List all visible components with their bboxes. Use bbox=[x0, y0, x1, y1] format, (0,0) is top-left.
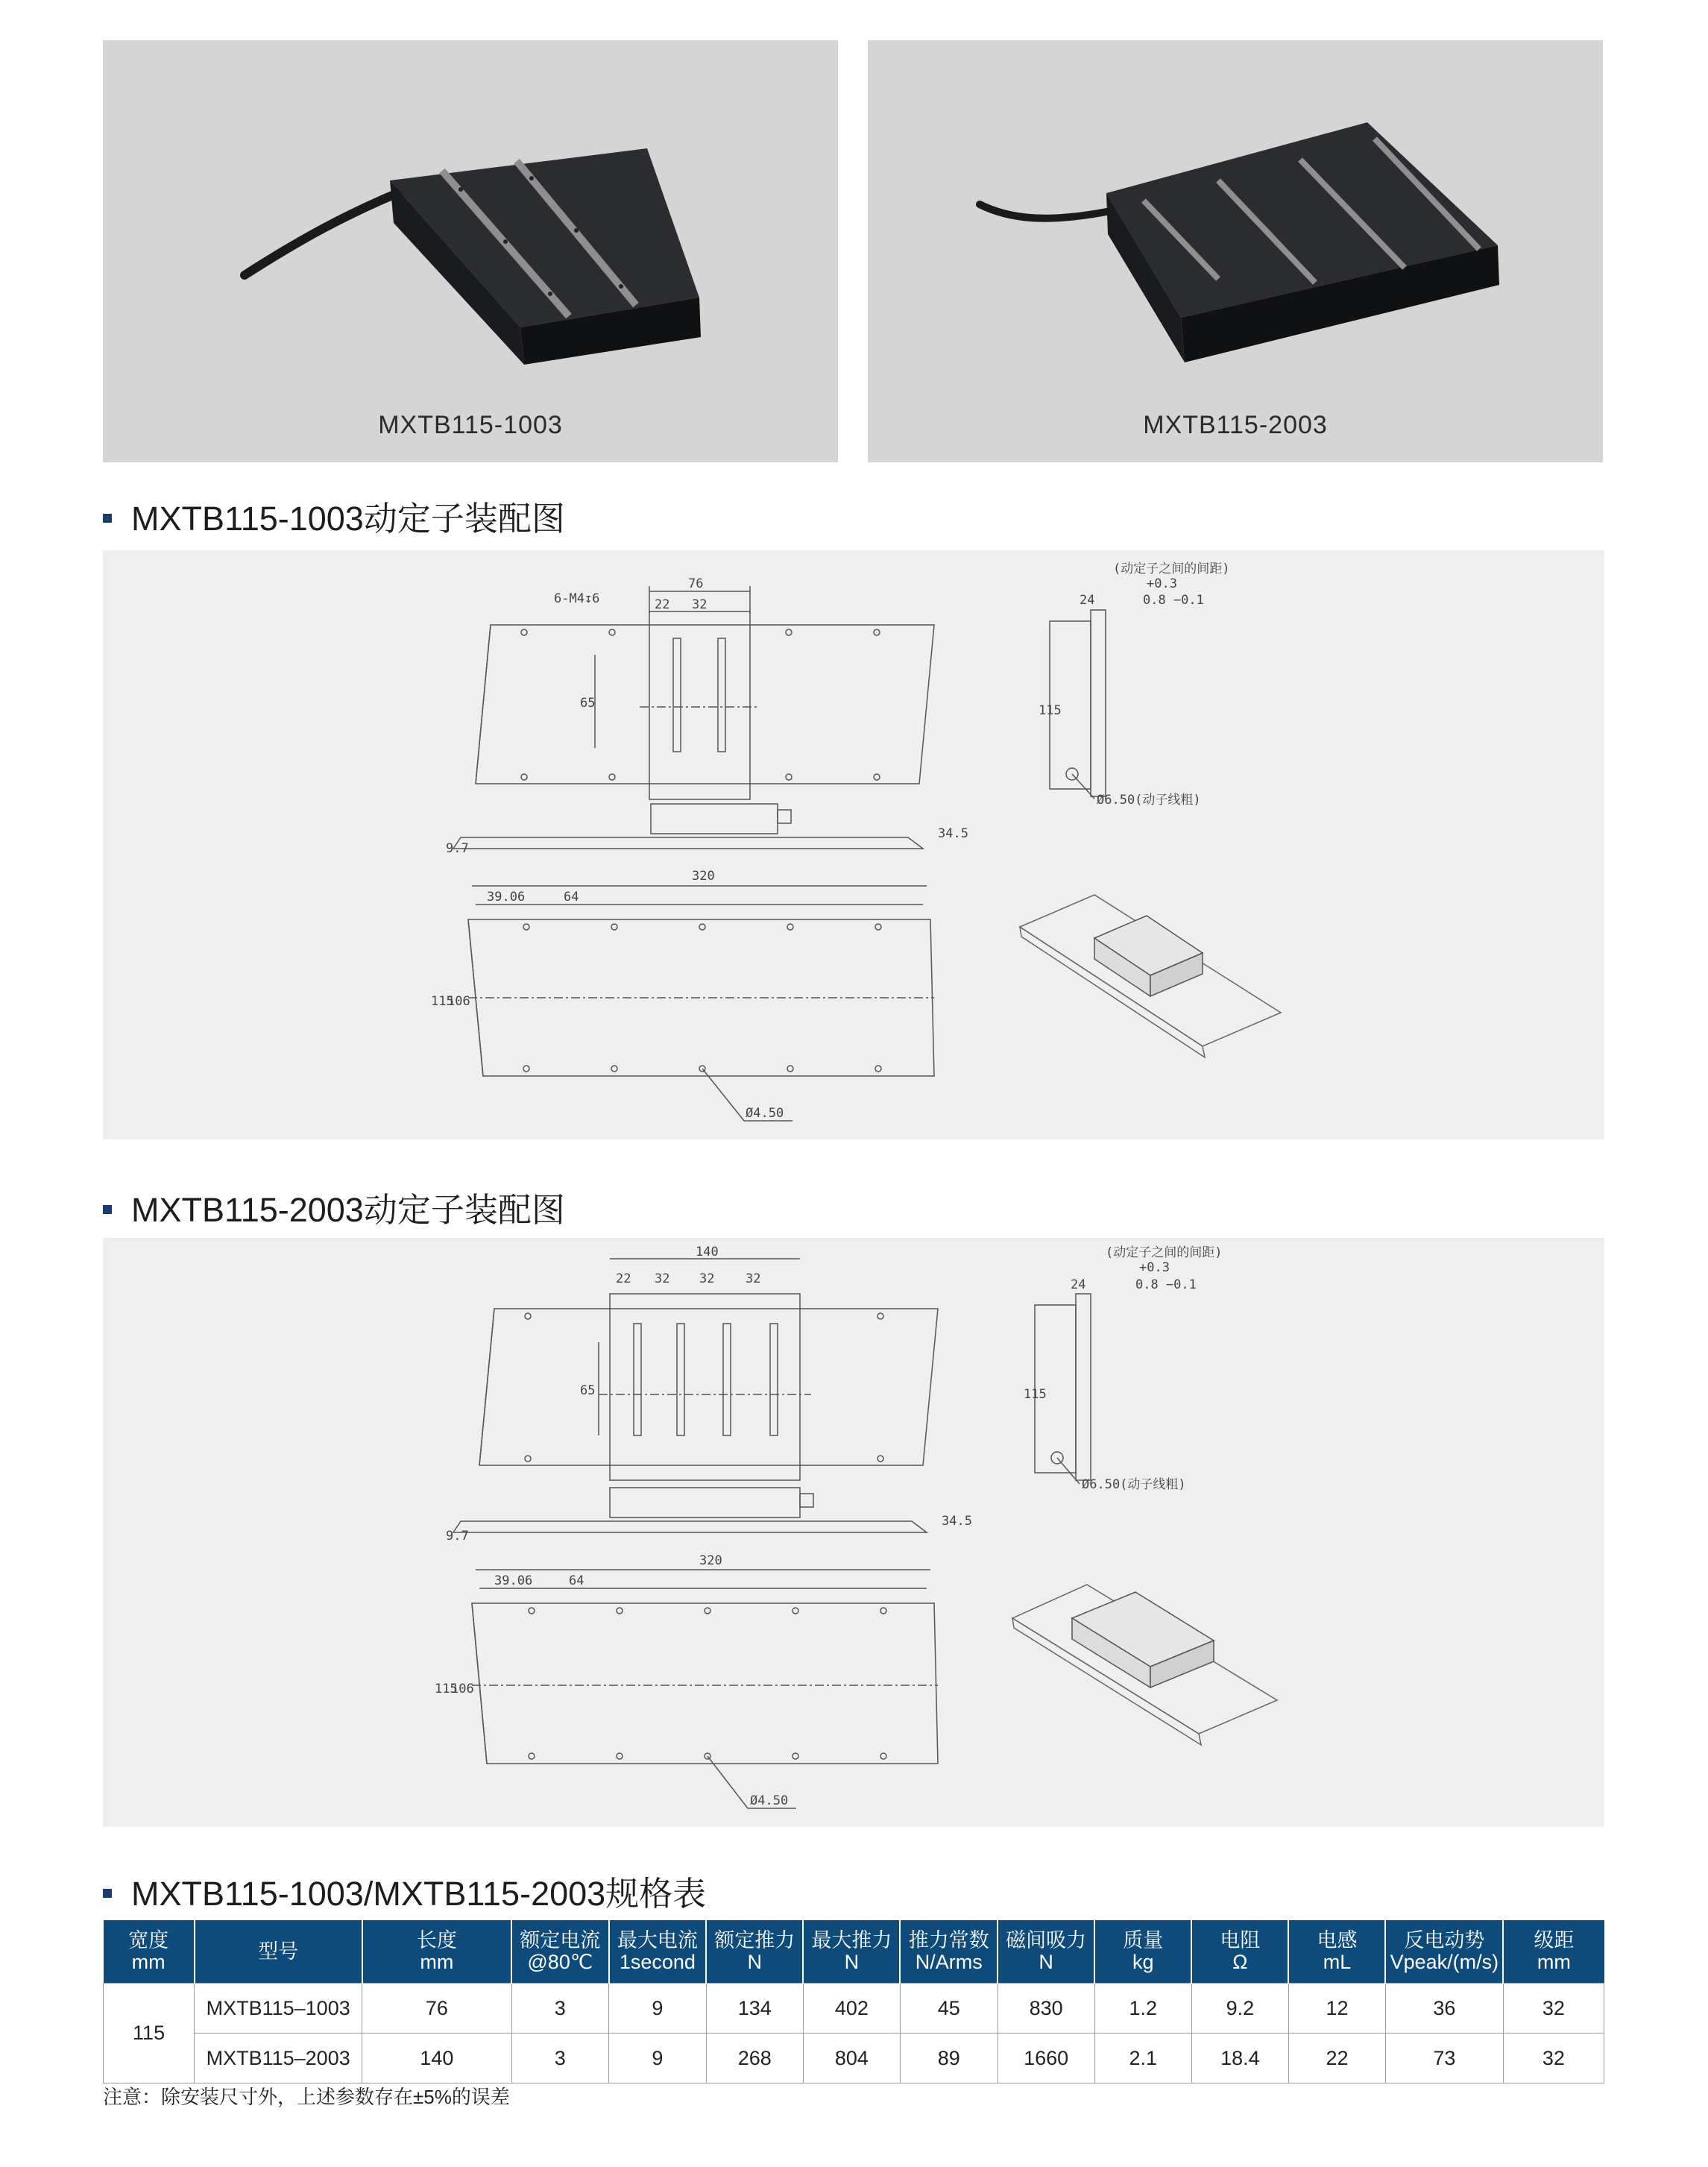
table-cell: 140 bbox=[362, 2034, 511, 2083]
section-heading-spec bbox=[103, 1872, 706, 1916]
motor-2003-illustration bbox=[868, 40, 1603, 462]
dim-39-06: 39.06 bbox=[494, 1573, 533, 1588]
table-cell: 9 bbox=[609, 1984, 707, 2034]
spec-table bbox=[103, 1920, 1604, 2083]
tolerance-note: 注意：除安装尺寸外，上述参数存在±5%的误差 bbox=[103, 2086, 510, 2108]
header-mass: 质量 kg bbox=[1094, 1920, 1191, 1984]
table-cell: 12 bbox=[1288, 1984, 1385, 2034]
assembly-drawing-1003 bbox=[103, 550, 1604, 1139]
table-cell: 89 bbox=[900, 2034, 998, 2083]
header-length: 长度 mm bbox=[362, 1920, 511, 1984]
hole-diameter: Ø4.50 bbox=[746, 1106, 784, 1121]
table-cell: 32 bbox=[1503, 1984, 1604, 2034]
dim-64: 64 bbox=[564, 890, 579, 905]
table-cell: 73 bbox=[1385, 2034, 1503, 2083]
dim-65: 65 bbox=[580, 1383, 596, 1398]
width-cell: 115 bbox=[104, 1984, 195, 2083]
table-cell: 134 bbox=[706, 1984, 803, 2034]
dim-64: 64 bbox=[569, 1573, 584, 1588]
assembly-drawing-2003 bbox=[103, 1238, 1604, 1827]
header-width: 宽度 mm bbox=[104, 1920, 195, 1984]
table-cell: 1660 bbox=[998, 2034, 1094, 2083]
tolerance-plus: +0.3 bbox=[1147, 576, 1177, 591]
motor-1003-illustration bbox=[103, 40, 838, 462]
table-cell: 804 bbox=[803, 2034, 900, 2083]
photo-caption: MXTB115-2003 bbox=[1143, 411, 1328, 439]
bullet-square-icon bbox=[103, 514, 112, 523]
dim-39-06: 39.06 bbox=[487, 890, 526, 905]
header-attraction-force: 磁间吸力 N bbox=[998, 1920, 1094, 1984]
product-photo-2003 bbox=[868, 40, 1603, 462]
gap-value: 0.8 −0.1 bbox=[1143, 593, 1204, 608]
table-row bbox=[104, 1984, 1604, 2034]
table-cell: 18.4 bbox=[1191, 2034, 1288, 2083]
dim-65: 65 bbox=[580, 696, 596, 711]
table-cell: MXTB115–1003 bbox=[195, 1984, 362, 2034]
technical-drawing-1003 bbox=[103, 550, 1604, 1139]
table-cell: 3 bbox=[511, 1984, 609, 2034]
header-max-force: 最大推力 N bbox=[803, 1920, 900, 1984]
dim-32: 32 bbox=[692, 597, 708, 612]
dim-320: 320 bbox=[699, 1553, 722, 1568]
section-title: MXTB115-1003动定子装配图 bbox=[131, 500, 565, 538]
dim-140: 140 bbox=[696, 1245, 719, 1259]
table-cell: 22 bbox=[1288, 2034, 1385, 2083]
table-cell: 830 bbox=[998, 1984, 1094, 2034]
dim-32: 32 bbox=[699, 1271, 715, 1286]
dim-32: 32 bbox=[746, 1271, 761, 1286]
header-max-current: 最大电流 1second bbox=[609, 1920, 707, 1984]
section-title: MXTB115-1003/MXTB115-2003规格表 bbox=[131, 1875, 707, 1913]
product-photo-1003 bbox=[103, 40, 838, 462]
table-cell: 3 bbox=[511, 2034, 609, 2083]
table-cell: 9.2 bbox=[1191, 1984, 1288, 2034]
table-cell: 1.2 bbox=[1094, 1984, 1191, 2034]
dim-32: 32 bbox=[655, 1271, 670, 1286]
technical-drawing-2003 bbox=[103, 1238, 1604, 1827]
dim-24: 24 bbox=[1080, 593, 1095, 608]
dim-24: 24 bbox=[1071, 1277, 1086, 1292]
table-cell: 45 bbox=[900, 1984, 998, 2034]
cable-diameter: Ø6.50(动子线粗) bbox=[1082, 1477, 1186, 1492]
section-heading-2003 bbox=[103, 1188, 565, 1233]
dim-115-side: 115 bbox=[1039, 703, 1062, 718]
header-rated-current: 额定电流 @80℃ bbox=[511, 1920, 609, 1984]
gap-note: (动定子之间的间距) bbox=[1106, 1245, 1223, 1260]
header-back-emf: 反电动势 Vpeak/(m/s) bbox=[1385, 1920, 1503, 1984]
table-cell: 32 bbox=[1503, 2034, 1604, 2083]
dim-34-5: 34.5 bbox=[942, 1514, 972, 1529]
table-cell: 2.1 bbox=[1094, 2034, 1191, 2083]
hole-diameter: Ø4.50 bbox=[750, 1793, 789, 1808]
table-cell: 36 bbox=[1385, 1984, 1503, 2034]
table-cell: 9 bbox=[609, 2034, 707, 2083]
photo-caption: MXTB115-1003 bbox=[378, 411, 563, 439]
table-cell: 76 bbox=[362, 1984, 511, 2034]
header-force-constant: 推力常数 N/Arms bbox=[900, 1920, 998, 1984]
table-cell: 268 bbox=[706, 2034, 803, 2083]
dim-115: 115 bbox=[435, 1682, 458, 1696]
dim-9-7: 9.7 bbox=[446, 1529, 469, 1544]
gap-value: 0.8 −0.1 bbox=[1135, 1277, 1197, 1292]
dim-115: 115 bbox=[431, 994, 454, 1009]
header-pole-pitch: 级距 mm bbox=[1503, 1920, 1604, 1984]
section-title: MXTB115-2003动定子装配图 bbox=[131, 1191, 565, 1229]
table-cell: MXTB115–2003 bbox=[195, 2034, 362, 2083]
dim-76: 76 bbox=[688, 576, 704, 591]
dim-106: 106 bbox=[451, 1682, 474, 1696]
dim-9-7: 9.7 bbox=[446, 841, 469, 856]
table-cell: 402 bbox=[803, 1984, 900, 2034]
table-row bbox=[104, 2034, 1604, 2083]
dim-106: 106 bbox=[447, 994, 470, 1009]
header-model: 型号 bbox=[195, 1920, 362, 1984]
dim-22: 22 bbox=[616, 1271, 631, 1286]
thread-spec: 6-M4↧6 bbox=[554, 591, 600, 606]
bullet-square-icon bbox=[103, 1889, 112, 1898]
dim-34-5: 34.5 bbox=[938, 826, 968, 841]
dim-22: 22 bbox=[655, 597, 670, 612]
cable-diameter: Ø6.50(动子线粗) bbox=[1097, 793, 1201, 808]
tolerance-plus: +0.3 bbox=[1139, 1260, 1170, 1275]
table-header-row bbox=[104, 1920, 1604, 1984]
section-heading-1003 bbox=[103, 497, 565, 541]
header-rated-force: 额定推力 N bbox=[706, 1920, 803, 1984]
header-inductance: 电感 mL bbox=[1288, 1920, 1385, 1984]
dim-115-side: 115 bbox=[1024, 1387, 1047, 1402]
bullet-square-icon bbox=[103, 1205, 112, 1214]
header-resistance: 电阻 Ω bbox=[1191, 1920, 1288, 1984]
gap-note: (动定子之间的间距) bbox=[1113, 562, 1230, 576]
dim-320: 320 bbox=[692, 869, 715, 884]
